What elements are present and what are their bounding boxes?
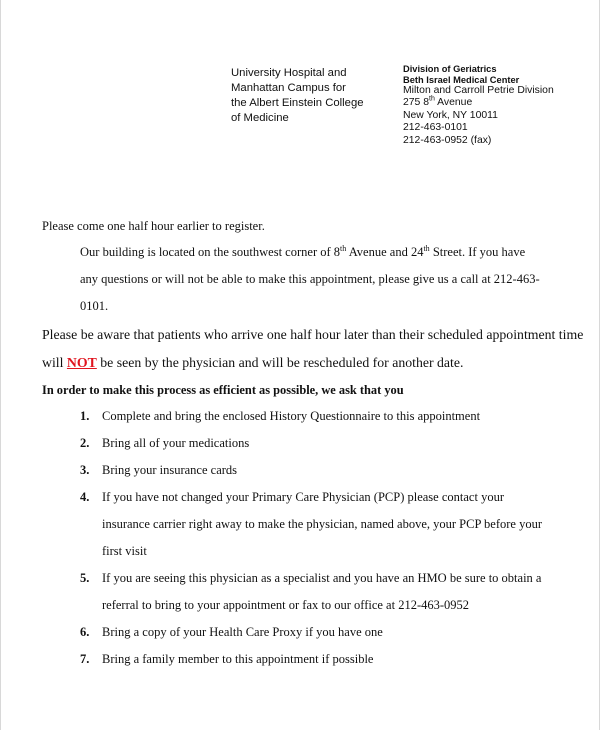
division-center: Beth Israel Medical Center (403, 74, 520, 85)
list-number: 3. (80, 463, 90, 477)
hospital-line: University Hospital and (231, 67, 347, 79)
late-arrival-line-2 (42, 355, 463, 371)
list-text-continued: referral to bring to your appointment or fax to our office at 212-463-0952 (102, 598, 470, 612)
list-item (80, 652, 373, 667)
list-text: Complete and bring the enclosed History Questionnaire to this appointment (102, 409, 481, 423)
location-text-a: Our building is located on the southwest corner of 8 (80, 245, 341, 259)
list-number: 5. (80, 571, 90, 585)
list-item (80, 463, 237, 478)
location-text-b: Avenue and 24 (346, 245, 424, 259)
register-text: Please come one half hour earlier to register. (42, 219, 265, 233)
hospital-address-block (231, 66, 381, 126)
hospital-line: of Medicine (231, 112, 289, 124)
street-suffix: th (429, 95, 435, 103)
list-number: 6. (80, 625, 90, 639)
street-number: 275 8 (403, 97, 430, 109)
list-item (80, 490, 504, 505)
division-street (403, 97, 593, 109)
list-item (80, 625, 383, 640)
list-item (80, 409, 480, 424)
division-dept: Milton and Carroll Petrie Division (403, 85, 554, 96)
list-item (80, 571, 541, 586)
division-fax: 212-463-0952 (fax) (403, 134, 492, 146)
efficient-heading: In order to make this process as efficient as possible, we ask that you (42, 383, 404, 397)
page-border-left (0, 0, 1, 730)
list-text: Bring a family member to this appointment if possible (102, 652, 374, 666)
list-text-continued: first visit (102, 544, 147, 558)
list-text: Bring your insurance cards (102, 463, 238, 477)
late-pre: will (42, 355, 67, 370)
division-address-block (403, 64, 593, 147)
list-text: Bring all of your medications (102, 436, 250, 450)
division-city: New York, NY 10011 (403, 109, 498, 121)
location-sup-2: th (423, 243, 430, 253)
list-text: Bring a copy of your Health Care Proxy if you have one (102, 625, 383, 639)
location-line-1 (80, 245, 525, 260)
street-name: Avenue (434, 97, 473, 109)
late-arrival-line-1: Please be aware that patients who arrive one half hour later than their scheduled appointment time (42, 327, 584, 342)
list-number: 4. (80, 490, 90, 504)
location-line-2: any questions or will not be able to make this appointment, please give us a call at 212-463- (80, 272, 540, 286)
hospital-line: the Albert Einstein College (231, 97, 364, 109)
late-post: be seen by the physician and will be rescheduled for another date. (96, 355, 464, 370)
division-title: Division of Geriatrics (403, 64, 497, 74)
hospital-line: Manhattan Campus for (231, 82, 346, 94)
not-emphasis: NOT (66, 355, 97, 370)
list-text-continued: insurance carrier right away to make the physician, named above, your PCP before your (102, 517, 543, 531)
location-sup-1: th (340, 243, 347, 253)
location-text-c: Street. If you have (429, 245, 526, 259)
division-phone: 212-463-0101 (403, 122, 468, 134)
list-text: If you are seeing this physician as a specialist and you have an HMO be sure to obtain a (102, 571, 542, 585)
list-number: 2. (80, 436, 90, 450)
list-item (80, 436, 249, 451)
list-number: 7. (80, 652, 90, 666)
list-text: If you have not changed your Primary Care Physician (PCP) please contact your (102, 490, 504, 504)
list-number: 1. (80, 409, 90, 423)
location-line-3: 0101. (80, 299, 109, 313)
